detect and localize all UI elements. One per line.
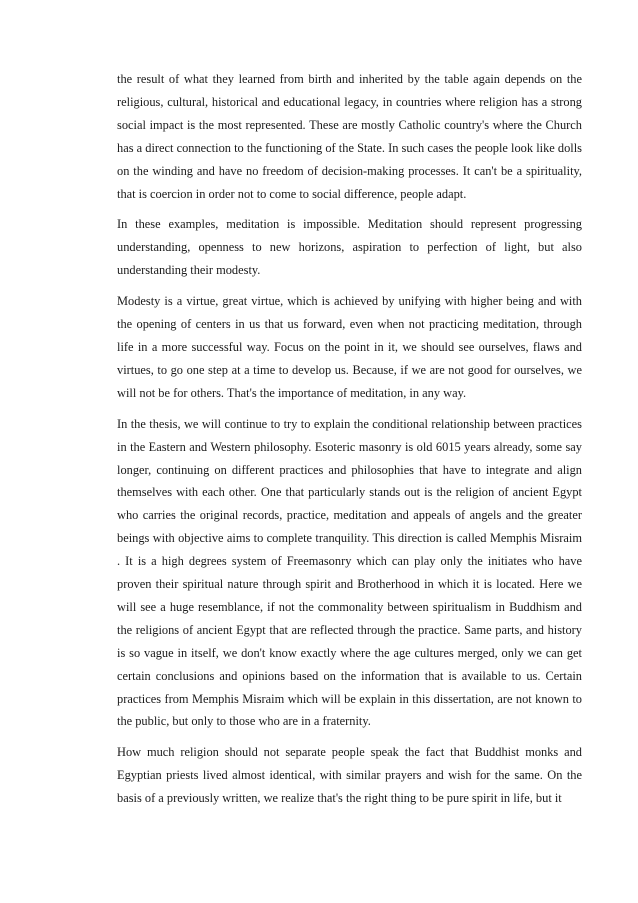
paragraph-5: How much religion should not separate people speak the fact that Buddhist monks and Egyptian priests lived almost identical, with similar prayers and wish for the same. On the basis of a previously written, we realize that's the right thing to be pure spirit in life, but it — [117, 745, 582, 806]
paragraph-3: Modesty is a virtue, great virtue, which is achieved by unifying with higher being and with the opening of centers in us that us forward, even when not practicing meditation, through life in a more successful way. Focus on the point in it, we should see ourselves, flaws and virtues, to go one step at a time to develop us. Because, if we are not good for ourselves, we will not be for others. That's the importance of meditation, in any way. — [117, 294, 582, 400]
paragraph-2: In these examples, meditation is impossible. Meditation should represent progressing understanding, openness to new horizons, aspiration to perfection of light, but also understanding their modesty. — [117, 217, 582, 278]
paragraph-4: In the thesis, we will continue to try to explain the conditional relationship between practices in the Eastern and Western philosophy. Esoteric masonry is old 6015 years already, some say longer, continuing on different practices and philosophies that have to integrate and align themselves with each other. One that particularly stands out is the religion of ancient Egypt who carries the original records, practice, meditation and appeals of angels and the greater beings with objective aims to complete tranquility. This direction is called Memphis Misraim . It is a high degrees system of Freemasonry which can play only the initiates who have proven their spiritual nature through spirit and Brotherhood in which it is located. Here we will see a huge resemblance, if not the commonality between spiritualism in Buddhism and the religions of ancient Egypt that are reflected through the practice. Same parts, and history is so vague in itself, we don't know exactly where the age cultures merged, only we can get certain conclusions and opinions based on the information that is available to us. Certain practices from Memphis Misraim which will be explain in this dissertation, are not known to the public, but only to those who are in a fraternity. — [117, 416, 582, 729]
paragraph-1: the result of what they learned from birth and inherited by the table again depends on the religious, cultural, historical and educational legacy, in countries where religion has a strong social impact is the most represented. These are mostly Catholic country's where the Church has a direct connection to the functioning of the State. In such cases the people look like dolls on the winding and have no freedom of decision-making processes. It can't be a spirituality, that is coercion in order not to come to social difference, people adapt. — [117, 72, 582, 201]
document-body — [117, 68, 582, 818]
